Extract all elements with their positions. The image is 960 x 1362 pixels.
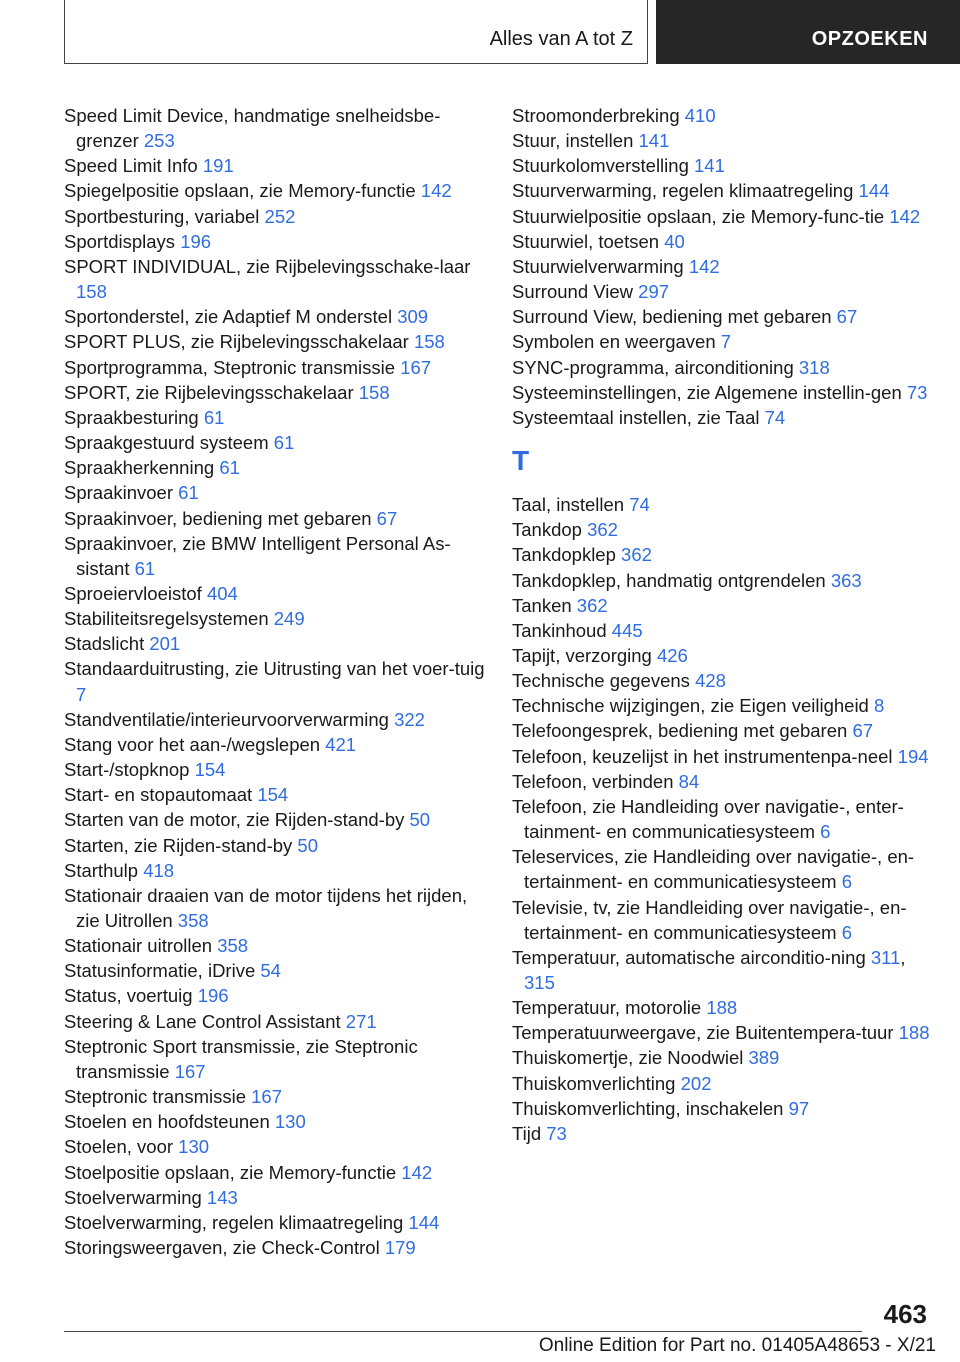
index-entry [64, 983, 494, 1008]
index-entry-text: Surround View [512, 281, 634, 303]
index-entry [512, 178, 932, 203]
page-reference-link[interactable]: 130 [178, 1136, 210, 1158]
footer-divider [64, 1331, 862, 1332]
page-reference-link[interactable]: 54 [260, 960, 281, 982]
index-entry-text: Tijd [512, 1122, 542, 1144]
index-entry-text: Stuurkolomverstelling [512, 155, 689, 177]
index-group-t [512, 492, 932, 1146]
page-reference-link[interactable]: 142 [688, 255, 720, 277]
index-entry [64, 254, 494, 304]
footer-text: Online Edition for Part no. 01405A48653 - X/21 [538, 1335, 936, 1356]
index-entry-text: Tankdopklep [512, 544, 616, 566]
index-entry-text: Status, voertuig [64, 985, 193, 1007]
index-entry [64, 1210, 494, 1235]
index-entry-text: Stoelverwarming [64, 1186, 202, 1208]
index-entry: Temperatuur, automatische airconditio-ning 311, 315 [512, 946, 906, 993]
index-entry [512, 153, 932, 178]
index-entry-text: Sportdisplays [64, 230, 176, 252]
index-entry [64, 1034, 494, 1084]
page-reference-link[interactable]: 358 [177, 910, 209, 931]
index-entry-text: SPORT, zie Rijbelevingsschakelaar [64, 381, 354, 403]
index-entry-text: Tankinhoud [512, 619, 607, 641]
index-entry [64, 1009, 494, 1034]
index-entry [64, 807, 494, 832]
page-reference-link[interactable]: 7 [76, 683, 87, 705]
index-entry [64, 933, 494, 958]
index-entry-text: Stadslicht [64, 633, 145, 655]
page-reference-link[interactable]: 322 [394, 708, 425, 730]
page-reference-link[interactable]: 404 [206, 582, 238, 604]
page-reference-link[interactable]: 445 [611, 619, 643, 641]
index-entry-text: Stuurwielverwarming [512, 255, 684, 277]
page-reference-link[interactable]: 158 [358, 381, 390, 403]
index-entry [64, 631, 494, 656]
page-reference-link[interactable]: 194 [897, 745, 929, 767]
index-entry [512, 643, 932, 668]
index-entry-text: Standaarduitrusting, zie Uitrusting van het voer-tuig [64, 658, 485, 680]
header-section-box [656, 0, 960, 64]
index-entry-text: Statusinformatie, iDrive [64, 960, 256, 982]
index-entry [512, 895, 932, 945]
page-reference-link[interactable]: 61 [134, 557, 156, 579]
index-entry-text: SPORT INDIVIDUAL, zie Rijbelevingsschake-laar [64, 255, 471, 277]
index-entry-text: Stoelen en hoofdsteunen [64, 1111, 270, 1133]
index-entry-text: Spraakinvoer, zie BMW Intelligent Personal As-sistant [64, 532, 451, 579]
index-entry [512, 1045, 932, 1070]
page-reference-link[interactable]: 196 [197, 985, 229, 1007]
index-entry [512, 1121, 932, 1146]
header-title: Alles van A tot Z [489, 28, 633, 50]
page-reference-link[interactable]: 141 [638, 130, 670, 152]
index-entry-text: Telefoon, keuzelijst in het instrumentenpa-neel [512, 745, 893, 767]
page-reference-link[interactable]: 311 [870, 946, 901, 968]
index-entry-text: Stoelpositie opslaan, zie Memory-functie [64, 1161, 397, 1183]
page-reference-link[interactable]: 142 [889, 205, 921, 227]
index-entry [64, 1185, 494, 1210]
index-column-left [64, 103, 494, 1260]
index-entry [64, 103, 494, 153]
section-letter: T [512, 445, 530, 477]
page-reference-link[interactable]: 158 [413, 331, 445, 353]
index-entry-text: Temperatuur, motorolie [512, 997, 702, 1019]
index-entry-text: Starten, zie Rijden-stand-by [64, 834, 293, 856]
page-reference-link[interactable]: 196 [180, 230, 212, 252]
index-entry-text: Speed Limit Info [64, 155, 198, 177]
index-column-right [512, 103, 932, 1146]
index-entry-text: SYNC-programma, airconditioning [512, 356, 794, 378]
index-entry [512, 995, 932, 1020]
index-entry [64, 958, 494, 983]
index-entry [512, 492, 932, 517]
page-reference-link[interactable]: 426 [656, 644, 688, 666]
index-entry-text: Sproeiervloeistof [64, 582, 202, 604]
page-reference-link[interactable]: 201 [149, 633, 181, 655]
index-entry [512, 304, 932, 329]
index-entry [512, 1020, 932, 1045]
page-reference-link[interactable]: 179 [384, 1237, 416, 1259]
index-entry-text: Systeeminstellingen, zie Algemene instellin-gen [512, 381, 902, 403]
index-entry-text: Stroomonderbreking [512, 105, 680, 126]
page-reference-link[interactable]: 297 [638, 281, 670, 303]
index-entry-text: Spraakgestuurd systeem [64, 432, 269, 454]
index-entry-text: SPORT PLUS, zie Rijbelevingsschakelaar [64, 331, 409, 353]
index-entry [64, 405, 494, 430]
index-entry [64, 782, 494, 807]
index-entry [64, 480, 494, 505]
index-entry [64, 355, 494, 380]
page-reference-link[interactable]: 362 [587, 519, 618, 541]
index-entry-text: Spraakinvoer, bediening met gebaren [64, 507, 372, 529]
index-entry-text: Starten van de motor, zie Rijden-stand-by [64, 809, 405, 831]
index-entry-text: Storingsweergaven, zie Check-Control [64, 1237, 380, 1259]
index-entry-text: Stuurwiel, toetsen [512, 230, 660, 252]
page-reference-link[interactable]: 154 [194, 759, 226, 781]
index-entry [512, 693, 932, 718]
index-entry [64, 833, 494, 858]
page-reference-link[interactable]: 410 [684, 105, 716, 126]
page-reference-link[interactable]: 154 [257, 784, 289, 806]
index-entry [512, 844, 932, 894]
index-entry [64, 380, 494, 405]
header-section: OPZOEKEN [811, 28, 928, 50]
index-entry-text: Starthulp [64, 859, 139, 881]
page-reference-link[interactable]: 6 [841, 871, 853, 893]
index-entry-text: Technische wijzigingen, zie Eigen veiligheid [512, 695, 869, 717]
index-entry-text: Spraakinvoer [64, 482, 174, 504]
page-reference-link[interactable]: 61 [178, 482, 199, 504]
index-entry-text: Tanken [512, 594, 572, 616]
index-entry-text: Spraakbesturing [64, 406, 199, 428]
index-entry [64, 329, 494, 354]
index-entry [512, 618, 932, 643]
index-entry [512, 380, 932, 405]
index-entry [64, 204, 494, 229]
page-reference-link[interactable]: 249 [273, 608, 305, 630]
index-entry [512, 794, 932, 844]
index-entry [64, 581, 494, 606]
index-entry-text: Thuiskomverlichting, inschakelen [512, 1097, 784, 1119]
page-reference-link[interactable]: 7 [720, 331, 732, 353]
page-reference-link[interactable]: 315 [524, 972, 555, 993]
index-entry-text: Standventilatie/interieurvoorverwarming [64, 708, 389, 730]
index-entry [64, 1160, 494, 1185]
page-reference-link[interactable]: 358 [217, 935, 249, 957]
index-entry [512, 542, 932, 567]
index-entry-text: Steptronic transmissie [64, 1086, 246, 1108]
page-reference-link[interactable]: 61 [273, 432, 295, 454]
page-reference-link[interactable]: 144 [858, 180, 890, 202]
page-reference-link[interactable]: 144 [408, 1211, 440, 1233]
page-reference-link[interactable]: 143 [206, 1186, 238, 1208]
index-entry-text: Stationair uitrollen [64, 935, 213, 957]
index-entry-text: Stoelen, voor [64, 1136, 174, 1158]
page-reference-link[interactable]: 253 [143, 130, 175, 152]
page-reference-link[interactable]: 428 [695, 670, 726, 692]
index-entry-text: Sportonderstel, zie Adaptief M onderstel [64, 306, 393, 328]
index-entry-text: Start-/stopknop [64, 759, 190, 781]
index-entry [64, 1109, 494, 1134]
index-entry [64, 606, 494, 631]
index-entry-text: Stang voor het aan-/wegslepen [64, 733, 321, 755]
index-entry [64, 178, 494, 203]
page-reference-link[interactable]: 191 [202, 155, 234, 177]
page-reference-link[interactable]: 167 [251, 1086, 282, 1108]
page-reference-link[interactable]: 67 [836, 306, 858, 328]
index-entry-text: Stationair draaien van de motor tijdens het rijden, zie Uitrollen [64, 884, 468, 931]
index-entry-text: Teleservices, zie Handleiding over navigatie-, en-tertainment- en communicatiesysteem [512, 846, 915, 893]
index-entry [512, 517, 932, 542]
page-reference-link[interactable]: 6 [841, 921, 853, 943]
index-entry-text: Telefoongesprek, bediening met gebaren [512, 720, 848, 742]
index-entry [512, 769, 932, 794]
index-entry [512, 668, 932, 693]
page-reference-link[interactable]: 73 [906, 381, 928, 403]
index-entry-text: Stuur, instellen [512, 130, 634, 152]
index-entry [64, 757, 494, 782]
index-entry [64, 707, 494, 732]
index-entry [64, 1084, 494, 1109]
index-entry [64, 883, 494, 933]
index-entry-text: Steptronic Sport transmissie, zie Steptronic transmissie [64, 1035, 418, 1082]
index-entry [512, 1071, 932, 1096]
index-entry [64, 153, 494, 178]
index-entry [512, 229, 932, 254]
page-reference-link[interactable]: 158 [76, 281, 107, 303]
index-entry [64, 229, 494, 254]
index-entry [512, 355, 932, 380]
page-reference-link[interactable]: 142 [401, 1161, 433, 1183]
index-entry-text: Surround View, bediening met gebaren [512, 306, 832, 328]
header-title-box [64, 0, 648, 64]
index-entry [512, 204, 932, 229]
index-entry-text: Temperatuurweergave, zie Buitentempera-tuur [512, 1022, 894, 1044]
page-reference-link[interactable]: 61 [203, 406, 225, 428]
page-reference-link[interactable]: 418 [143, 859, 175, 881]
index-entry-text: Tapijt, verzorging [512, 644, 652, 666]
index-entry-text: Stuurverwarming, regelen klimaatregeling [512, 180, 854, 202]
page-reference-link[interactable]: 50 [297, 834, 318, 856]
page-reference-link[interactable]: 362 [621, 544, 652, 566]
index-entry-text: Televisie, tv, zie Handleiding over navigatie-, en-tertainment- en communicatiesysteem [512, 896, 907, 943]
page-reference-link[interactable]: 74 [629, 494, 650, 516]
index-entry-text: Tankdopklep, handmatig ontgrendelen [512, 569, 826, 591]
index-entry [64, 858, 494, 883]
index-entry [512, 103, 932, 128]
index-entry [64, 506, 494, 531]
index-entry-text: Sportbesturing, variabel [64, 205, 260, 227]
index-entry [64, 531, 494, 581]
index-entry-text: Spiegelpositie opslaan, zie Memory-functie [64, 180, 416, 202]
index-entry [64, 304, 494, 329]
index-entry [512, 718, 932, 743]
index-entry [64, 656, 494, 706]
index-group-s [512, 103, 932, 430]
page-reference-link[interactable]: 8 [874, 695, 885, 717]
index-entry [512, 568, 932, 593]
page-reference-link[interactable]: 188 [898, 1022, 930, 1044]
index-entry [512, 254, 932, 279]
index-entry-text: Temperatuur, automatische airconditio-ning [512, 946, 866, 968]
page-number: 463 [883, 1299, 927, 1329]
index-entry-text: Taal, instellen [512, 494, 625, 516]
page-reference-link[interactable]: 130 [274, 1111, 306, 1133]
index-entry-text: Symbolen en weergaven [512, 331, 716, 353]
index-entry [512, 593, 932, 618]
index-entry [512, 744, 932, 769]
index-entry [512, 329, 932, 354]
page-reference-link[interactable]: 362 [576, 594, 608, 616]
index-entry-text: Telefoon, verbinden [512, 770, 674, 792]
page-reference-link[interactable]: 252 [264, 205, 296, 227]
page-reference-link[interactable]: 309 [397, 306, 429, 328]
page-reference-link[interactable]: 97 [788, 1097, 810, 1119]
page-reference-link[interactable]: 141 [694, 155, 725, 177]
page-reference-link[interactable]: 67 [376, 507, 398, 529]
index-entry [512, 405, 932, 430]
index-entry-text: Systeemtaal instellen, zie Taal [512, 406, 760, 428]
page-reference-link[interactable]: 142 [420, 180, 452, 202]
index-entry [512, 279, 932, 304]
index-entry [64, 455, 494, 480]
index-entry-text: Stabiliteitsregelsystemen [64, 608, 269, 630]
page-reference-link[interactable]: 318 [798, 356, 830, 378]
index-entry-text: Steering & Lane Control Assistant [64, 1010, 341, 1032]
index-entry [512, 128, 932, 153]
page-reference-link[interactable]: 167 [400, 356, 432, 378]
index-entry [64, 732, 494, 757]
index-entry-text: Thuiskomertje, zie Noodwiel [512, 1047, 744, 1069]
index-entry-text: Stuurwielpositie opslaan, zie Memory-func-tie [512, 205, 885, 227]
index-entry-text: Thuiskomverlichting [512, 1072, 676, 1094]
page-reference-link[interactable]: 202 [680, 1072, 712, 1094]
page-reference-link[interactable]: 188 [706, 997, 738, 1019]
index-entry-text: Start- en stopautomaat [64, 784, 253, 806]
page-reference-link[interactable]: 40 [664, 230, 685, 252]
page-reference-link[interactable]: 67 [852, 720, 874, 742]
page-reference-link[interactable]: 167 [174, 1060, 206, 1082]
page-reference-link[interactable]: 421 [325, 733, 357, 755]
page-reference-link[interactable]: 271 [345, 1010, 377, 1032]
page-reference-link[interactable]: 363 [830, 569, 862, 591]
index-entry-text: Speed Limit Device, handmatige snelheidsbe-grenzer [64, 105, 441, 152]
index-entry [64, 1235, 494, 1260]
index-entry [64, 1134, 494, 1159]
index-entry-text: Telefoon, zie Handleiding over navigatie-, enter-tainment- en communicatiesysteem [512, 795, 904, 843]
index-entry-text: Technische gegevens [512, 670, 690, 692]
index-entry [64, 430, 494, 455]
index-entry [512, 1096, 932, 1121]
index-entry-text: Spraakherkenning [64, 457, 215, 479]
page-reference-link[interactable]: 6 [820, 821, 831, 843]
index-entry-text: Sportprogramma, Steptronic transmissie [64, 356, 396, 378]
index-entry-text: Tankdop [512, 519, 582, 541]
page-reference-link[interactable]: 389 [748, 1047, 780, 1069]
page-reference-link[interactable]: 84 [678, 770, 700, 792]
page-reference-link[interactable]: 74 [764, 406, 786, 428]
page-reference-link[interactable]: 50 [409, 809, 431, 831]
page-reference-link[interactable]: 61 [219, 457, 240, 479]
page-reference-link[interactable]: 73 [546, 1122, 567, 1144]
index-entry-text: Stoelverwarming, regelen klimaatregeling [64, 1211, 404, 1233]
